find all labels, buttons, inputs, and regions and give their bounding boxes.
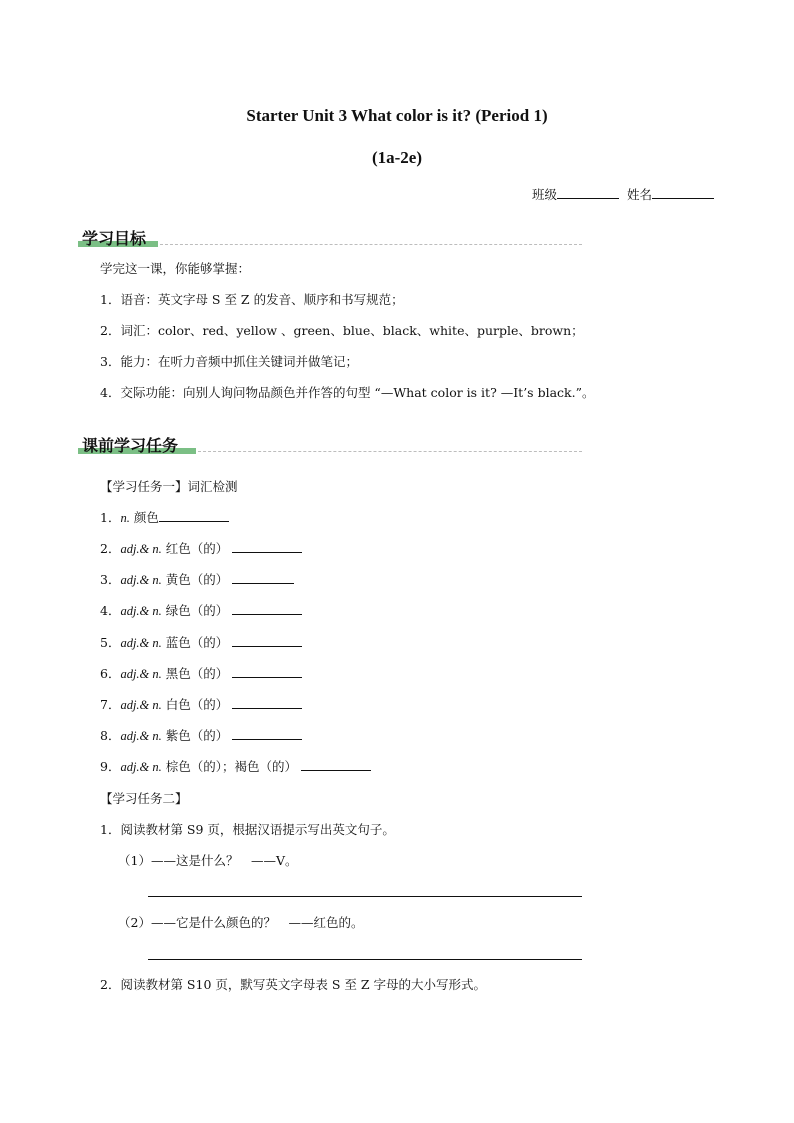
objectives-heading: 学习目标 xyxy=(82,229,147,248)
answer-blank[interactable] xyxy=(159,509,229,522)
task2-question: 2．阅读教材第 S10 页，默写英文字母表 S 至 Z 字母的大小写形式。 xyxy=(100,977,487,992)
name-label: 姓名 xyxy=(627,187,653,202)
objective-item: 1．语音：英文字母 S 至 Z 的发音、顺序和书写规范； xyxy=(100,292,404,307)
objective-item: 2．词汇：color、red、yellow 、green、blue、black、white、purple、brown； xyxy=(100,323,584,338)
vocab-item: 8．adj.& n. 紫色（的） xyxy=(100,726,302,744)
vocab-item: 1．n. 颜色 xyxy=(100,508,229,526)
name-blank[interactable] xyxy=(652,186,714,199)
page-subtitle: (1a-2e) xyxy=(371,148,423,167)
page-title: Starter Unit 3 What color is it? (Period 1) xyxy=(246,106,548,125)
answer-line[interactable] xyxy=(148,896,582,897)
answer-blank[interactable] xyxy=(301,758,371,771)
objectives-intro: 学完这一课，你能够掌握： xyxy=(100,261,251,276)
class-name-fields xyxy=(532,185,714,203)
answer-blank[interactable] xyxy=(232,634,302,647)
answer-blank[interactable] xyxy=(232,602,302,615)
vocab-item: 9．adj.& n. 棕色（的）；褐色（的） xyxy=(100,757,371,775)
answer-blank[interactable] xyxy=(232,540,302,553)
objective-item: 4．交际功能：向别人询问物品颜色并作答的句型 “—What color is it? —It’s black.”。 xyxy=(100,385,595,400)
answer-blank[interactable] xyxy=(232,571,294,584)
answer-blank[interactable] xyxy=(232,727,302,740)
answer-line[interactable] xyxy=(148,959,582,960)
task1-title: 【学习任务一】词汇检测 xyxy=(100,479,238,494)
task2-question: 1．阅读教材第 S9 页，根据汉语提示写出英文句子。 xyxy=(100,822,395,837)
task2-title: 【学习任务二】 xyxy=(100,791,188,806)
vocab-item: 2．adj.& n. 红色（的） xyxy=(100,539,302,557)
answer-blank[interactable] xyxy=(232,665,302,678)
vocab-item: 4．adj.& n. 绿色（的） xyxy=(100,601,302,619)
vocab-item: 7．adj.& n. 白色（的） xyxy=(100,695,302,713)
section-divider xyxy=(160,244,582,245)
task2-subquestion: （1）——这是什么？ ——V。 xyxy=(118,853,298,868)
task2-subquestion: （2）——它是什么颜色的？ ——红色的。 xyxy=(118,915,364,930)
objective-item: 3．能力：在听力音频中抓住关键词并做笔记； xyxy=(100,354,358,369)
class-label: 班级 xyxy=(532,187,558,202)
answer-blank[interactable] xyxy=(232,696,302,709)
section-divider xyxy=(198,451,582,452)
vocab-item: 3．adj.& n. 黄色（的） xyxy=(100,570,294,588)
vocab-item: 5．adj.& n. 蓝色（的） xyxy=(100,633,302,651)
class-blank[interactable] xyxy=(557,186,619,199)
vocab-item: 6．adj.& n. 黑色（的） xyxy=(100,664,302,682)
tasks-heading: 课前学习任务 xyxy=(82,436,179,455)
